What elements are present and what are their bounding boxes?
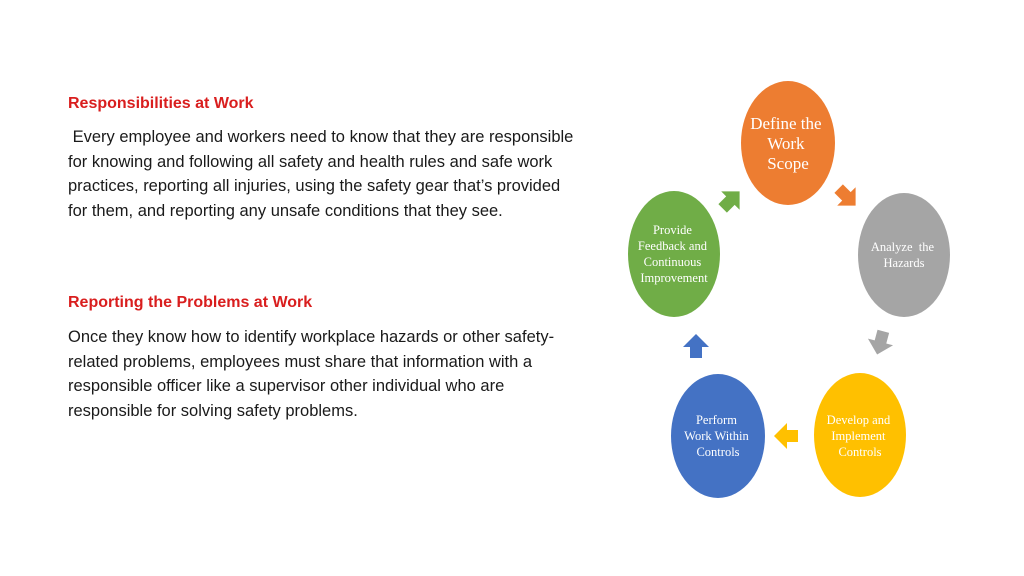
node-develop-line: Implement [831,429,886,443]
node-perform-line: Perform [695,413,737,427]
node-feedback-circle [628,191,720,317]
node-analyze-line: Analyze the [870,240,935,254]
node-perform-line: Work Within [684,429,749,443]
node-develop-line: Controls [838,445,882,459]
paragraph-line: Every employee and workers need to know that they are responsible [68,128,574,146]
paragraph-line: responsible for solving safety problems. [68,401,358,420]
paragraph-line: practices, reporting all injuries, using the safety gear that’s provided [68,177,561,195]
node-feedback-line: Feedback and [637,239,707,253]
reporting-paragraph [68,325,608,423]
reporting-heading: Reporting the Problems at Work [68,294,313,311]
node-feedback-line: Provide [652,223,692,237]
node-analyze-circle [858,193,950,317]
paragraph-line: related problems, employees must share that information with a [68,352,533,371]
node-define-line: Define the [750,114,822,133]
node-analyze-hazards [858,193,950,317]
arrow-up-icon [683,334,709,358]
node-perform-work [671,374,765,498]
paragraph-line: responsible officer like a supervisor other individual who are [68,377,505,395]
node-feedback-line: Continuous [643,255,702,269]
arrow-right-down-icon [829,179,864,214]
paragraph-line: for them, and reporting any unsafe conditions that they see. [68,201,503,220]
node-define-line: Work [767,134,805,153]
responsibilities-heading: Responsibilities at Work [68,95,254,112]
node-analyze-line: Hazards [883,256,925,270]
arrow-left-icon [774,423,798,449]
paragraph-line: Once they know how to identify workplace hazards or other safety- [68,328,555,346]
arrow-down-icon [865,328,896,358]
node-provide-feedback [628,191,720,317]
paragraph-line: for knowing and following all safety and health rules and safe work [68,152,553,171]
responsibilities-paragraph [68,125,608,223]
node-develop-controls [814,373,906,497]
node-feedback-line: Improvement [640,271,708,285]
safety-cycle-diagram [620,70,960,510]
node-define-line: Scope [767,154,809,173]
node-define-scope [741,81,835,205]
arrow-up-right-icon [713,182,748,217]
node-develop-line: Develop and [826,413,891,427]
node-perform-line: Controls [696,445,740,459]
